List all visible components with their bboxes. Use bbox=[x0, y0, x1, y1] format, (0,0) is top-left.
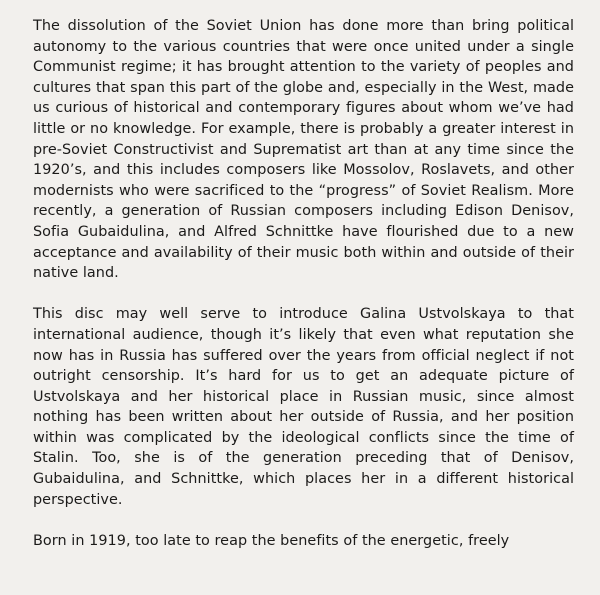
body-text bbox=[33, 16, 574, 551]
paragraph-3: Born in 1919, too late to reap the benefits of the energetic, freely bbox=[33, 532, 510, 549]
paragraph-1: The dissolution of the Soviet Union has done more than bring political autonomy to the various countries that were once united under a single Communist regime; it has brought attention to the variety of peoples and cultures that span this part of the globe and, especially in the West, made us curious of historical and contemporary figures about whom we’ve had little or no knowledge. For example, there is probably a greater interest in pre-Soviet Constructivist and Suprematist art than at any time since the 1920’s, and this includes composers like Mossolov, Roslavets, and other modernists who were sacrificed to the “progress” of Soviet Realism. More recently, a generation of Russian composers including Edison Denisov, Sofia Gubaidulina, and Alfred Schnittke have flourished due to a new acceptance and availability of their music both within and outside of their native land. bbox=[33, 18, 574, 282]
paragraph-2: This disc may well serve to introduce Galina Ustvolskaya to that international audience, though it’s likely that even what reputation she now has in Russia has suffered over the years from official neglect if not outright censorship. It’s hard for us to get an adequate picture of Ustvolskaya and her historical place in Russian music, since almost nothing has been written about her outside of Russia, and her position within was complicated by the ideological conflicts since the time of Stalin. Too, she is of the generation preceding that of Denisov, Gubaidulina, and Schnittke, which places her in a different historical perspective. bbox=[33, 306, 574, 508]
